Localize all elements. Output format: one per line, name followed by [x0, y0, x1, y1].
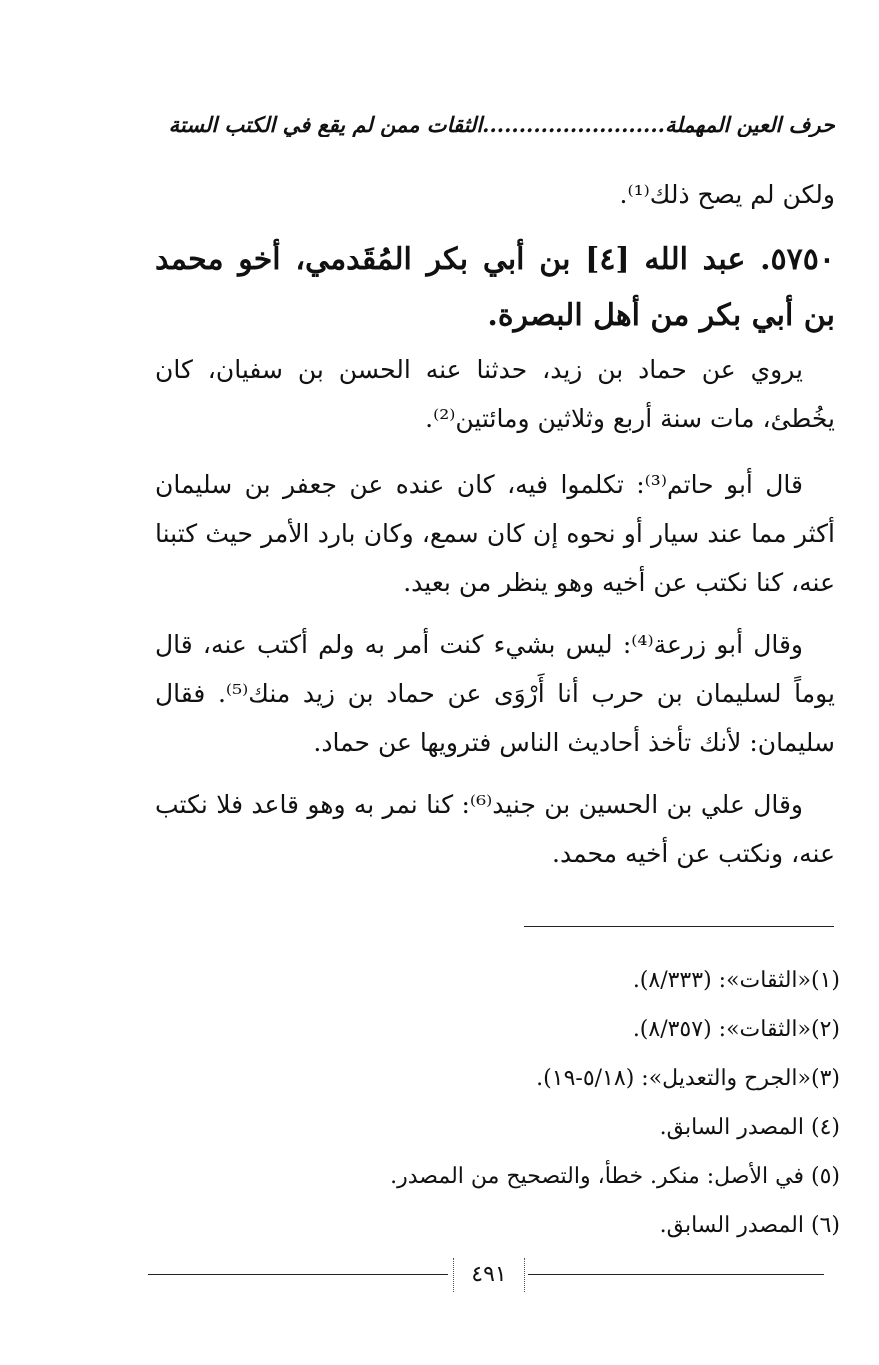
running-header: حرف العين المهملة.........................الثقات ممن لم يقع في الكتب الستة	[168, 112, 835, 137]
continuation-line: ولكن لم يصح ذلك⁽¹⁾.	[619, 180, 835, 209]
footer-rule-right	[528, 1274, 824, 1275]
page-number: ٤٩١	[453, 1258, 525, 1292]
paragraph-text: وقال علي بن الحسين بن جنيد⁽⁶⁾: كنا نمر به وهو قاعد فلا نكتب عنه، ونكتب عن أخيه محمد.	[155, 790, 835, 868]
paragraph	[155, 620, 835, 767]
footer-rule-left	[148, 1274, 448, 1275]
footnotes-list	[155, 956, 840, 1250]
footnote-item: (٤) المصدر السابق.	[659, 1115, 840, 1140]
footnote-item: (١)«الثقات»: (٨/٣٣٣).	[632, 968, 840, 993]
paragraph-text: يروي عن حماد بن زيد، حدثنا عنه الحسن بن سفيان، كان يخُطئ، مات سنة أربع وثلاثين ومائتين⁽²⁾.	[155, 355, 835, 433]
footnote-item: (٦) المصدر السابق.	[659, 1213, 840, 1238]
footnote-item: (٣)«الجرح والتعديل»: (٥/١٨-١٩).	[536, 1066, 840, 1091]
paragraph-text: وقال أبو زرعة⁽⁴⁾: ليس بشيء كنت أمر به ولم أكتب عنه، قال يوماً لسليمان بن حرب أنا أَرْوَى عن حماد بن زيد منك⁽⁵⁾. فقال سليمان: لأنك تأخذ أحاديث الناس فترويها عن حماد.	[155, 630, 835, 757]
paragraph	[155, 460, 835, 607]
paragraph-text: قال أبو حاتم⁽³⁾: تكلموا فيه، كان عنده عن جعفر بن سليمان أكثر مما عند سيار أو نحوه إن كان سمع، وكان بارد الأمر حيث كتبنا عنه، كنا نكتب عن أخيه وهو ينظر من بعيد.	[155, 470, 835, 597]
page-footer	[148, 1258, 824, 1294]
footnote-item: (٢)«الثقات»: (٨/٣٥٧).	[632, 1017, 840, 1042]
footnote-item: (٥) في الأصل: منكر. خطأ، والتصحيح من المصدر.	[390, 1164, 840, 1189]
paragraph	[155, 345, 835, 443]
paragraph	[155, 780, 835, 878]
entry-heading: ٥٧٥٠. عبد الله [٤] بن أبي بكر المُقَدمي، أخو محمد بن أبي بكر من أهل البصرة.	[155, 242, 835, 333]
footnote-separator	[524, 926, 834, 927]
